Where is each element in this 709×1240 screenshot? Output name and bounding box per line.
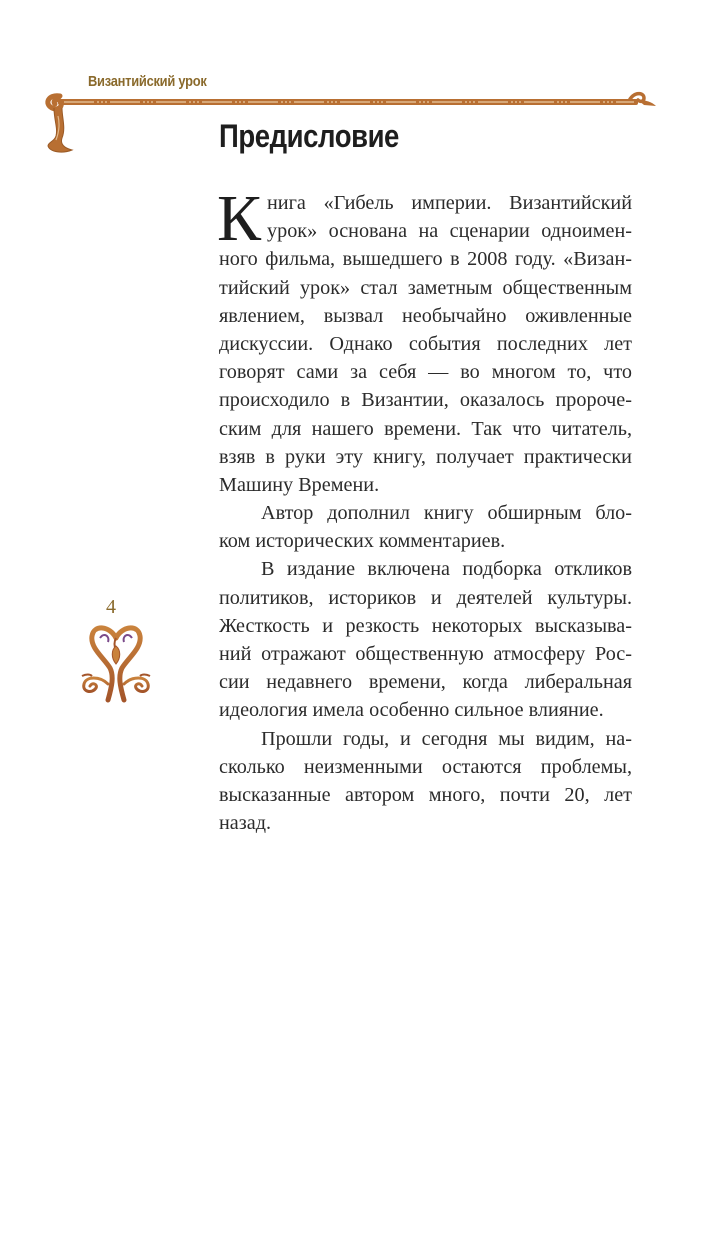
text-line: Жесткость и резкость некоторых высказыва- [219, 614, 632, 637]
text-line: дискуссии. Однако события последних лет [219, 332, 632, 355]
text-line: нига «Гибель империи. Византийский [267, 192, 632, 214]
text-line: ний отражают общественную атмосферу Рос- [219, 643, 632, 665]
chapter-title: Предисловие [219, 118, 399, 154]
text-line: ским для нашего времени. Так что читатель, [219, 417, 632, 440]
text-line: назад. [219, 812, 272, 835]
text-line: идеология имела особенно сильное влияние. [219, 699, 604, 722]
drop-cap: К [217, 182, 262, 255]
body-text [217, 182, 632, 837]
text-line: взяв в руки эту книгу, получает практически [219, 445, 632, 468]
text-line: сии недавнего времени, когда либеральная [219, 671, 632, 694]
text-line: политиков, историков и деятелей культуры. [219, 586, 632, 609]
text-line: Прошли годы, и сегодня мы видим, на- [261, 727, 632, 750]
text-line: ного фильма, вышедшего в 2008 году. «Визан- [219, 248, 632, 271]
text-line: Автор дополнил книгу обширным бло- [261, 502, 632, 525]
text-line: сколько неизменными остаются проблемы, [219, 755, 632, 778]
text-line: высказанные автором много, почти 20, лет [219, 783, 632, 806]
text-line: тийский урок» стал заметным общественным [219, 276, 632, 299]
text-line: В издание включена подборка откликов [261, 558, 632, 581]
text-line: Машину Времени. [219, 473, 380, 496]
text-line: урок» основана на сценарии одноимен- [267, 220, 632, 243]
text-line: говорят сами за себя — во многом то, что [219, 361, 632, 384]
running-head-title: Византийский урок [88, 73, 207, 90]
page-number: 4 [106, 596, 116, 618]
heart-scroll-ornament-icon [78, 620, 154, 708]
text-line: происходило в Византии, оказалось пророче- [219, 389, 632, 412]
text-line: ком исторических комментариев. [219, 530, 506, 553]
text-line: явлением, вызвал необычайно оживленные [219, 304, 632, 327]
